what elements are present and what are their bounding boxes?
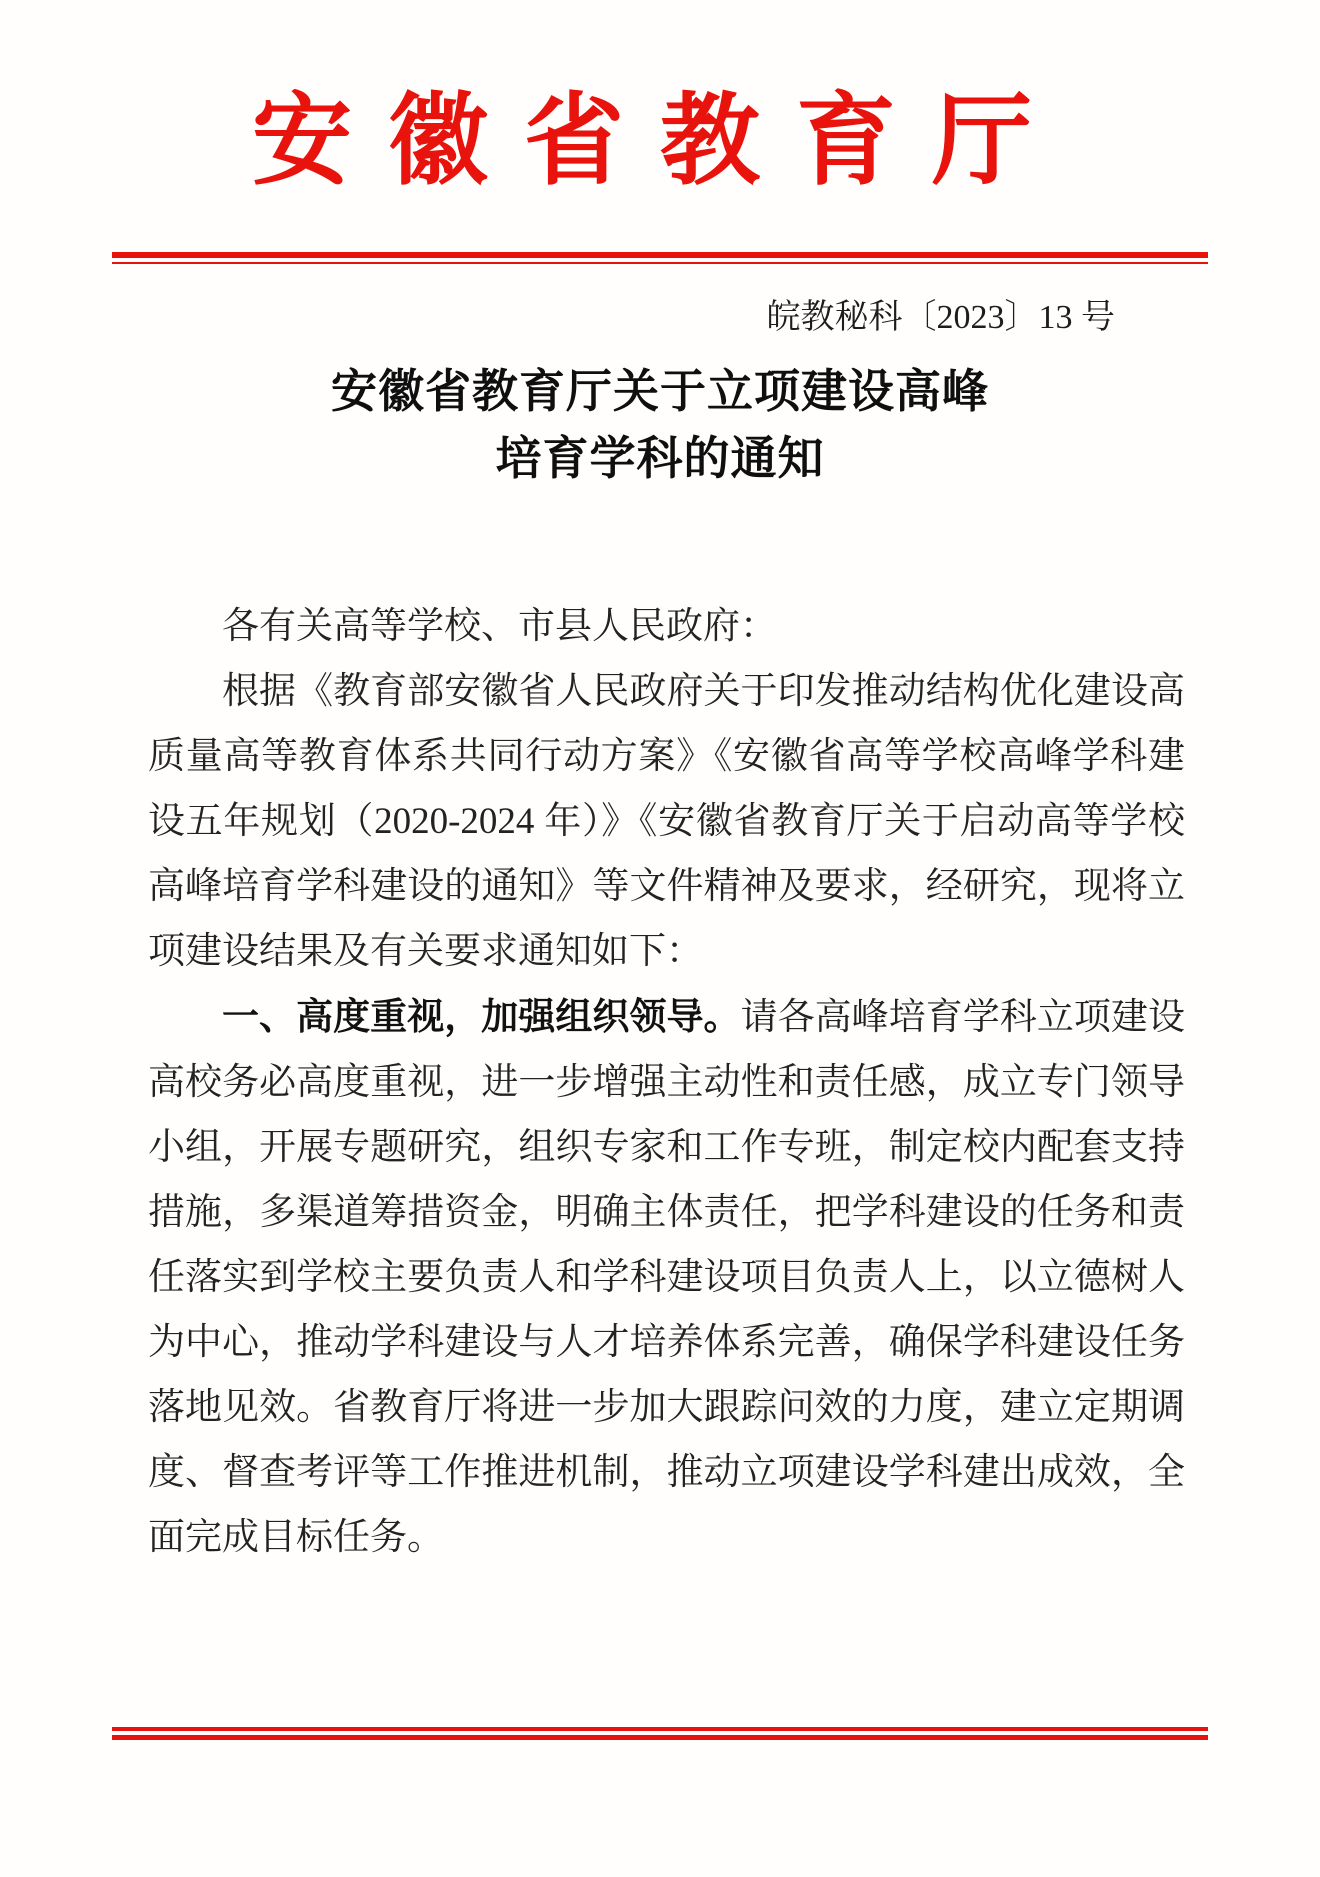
document-body (148, 594, 1185, 1570)
section1-heading: 一、高度重视，加强组织领导。 (222, 996, 741, 1037)
paragraph-intro: 根据《教育部安徽省人民政府关于印发推动结构优化建设高质量高等教育体系共同行动方案》《安徽省高等学校高峰学科建设五年规划（2020-2024 年）》《安徽省教育厅关于启动高等学校高峰培育学科建设的通知》等文件精神及要求，经研究，现将立项建设结果及有关要求通知如下： (148, 671, 1185, 972)
document-title-line1: 安徽省教育厅关于立项建设高峰 (331, 366, 989, 417)
document-number: 皖教秘科〔2023〕13 号 (766, 299, 1115, 336)
paragraph-section1 (148, 984, 1185, 1570)
document-title-line2: 培育学科的通知 (495, 433, 825, 484)
footer-double-rule (112, 1727, 1208, 1740)
agency-letterhead: 安徽省教育厅 (252, 86, 1068, 197)
section1-body: 请各高峰培育学科立项建设高校务必高度重视，进一步增强主动性和责任感，成立专门领导小组，开展专题研究，组织专家和工作专班，制定校内配套支持措施，多渠道筹措资金，明确主体责任，把学科建设的任务和责任落实到学校主要负责人和学科建设项目负责人上，以立德树人为中心，推动学科建设与人才培养体系完善，确保学科建设任务落地见效。省教育厅将进一步加大跟踪问效的力度，建立定期调度、督查考评等工作推进机制，推动立项建设学科建出成效，全面完成目标任务。 (148, 997, 1186, 1558)
letterhead-double-rule (112, 252, 1208, 264)
salutation: 各有关高等学校、市县人民政府： (222, 606, 777, 647)
document-title (0, 358, 1320, 492)
